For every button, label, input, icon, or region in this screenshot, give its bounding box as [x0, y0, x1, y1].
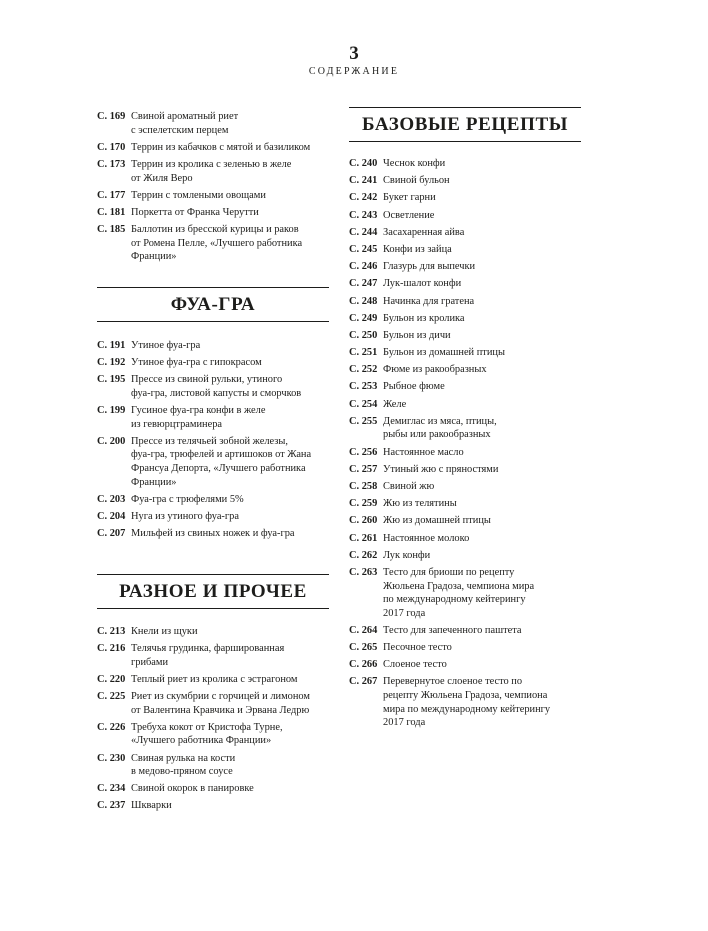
toc-entry-page: С. 258	[349, 480, 378, 492]
toc-entry	[349, 295, 581, 309]
toc-entry	[349, 191, 581, 205]
toc-entry-title: Лук-шалот конфи	[383, 278, 462, 290]
toc-entry-title: Свиной бульон	[383, 175, 450, 187]
toc-entry	[349, 329, 581, 343]
toc-entry	[97, 189, 329, 203]
section-misc	[97, 574, 329, 813]
toc-entry	[349, 415, 581, 442]
toc-entry-page: С. 265	[349, 642, 378, 654]
toc-entry-page: С. 213	[97, 625, 126, 637]
toc-entry-page: С. 257	[349, 463, 378, 475]
toc-entry-page: С. 185	[97, 224, 126, 236]
toc-entry	[349, 514, 581, 528]
entry-list	[97, 339, 329, 541]
toc-entry-title: Засахаренная айва	[383, 226, 465, 238]
toc-entry	[97, 799, 329, 813]
toc-entry-title: Нуга из утиного фуа-гра	[131, 511, 239, 522]
toc-entry-title: Букет гарни	[383, 192, 436, 204]
section-basic-recipes	[349, 107, 581, 730]
toc-entry-title: Начинка для гратена	[383, 295, 475, 307]
toc-entry-page: С. 191	[97, 339, 126, 351]
toc-entry-page: С. 261	[349, 532, 378, 544]
toc-entry	[349, 532, 581, 546]
toc-entry-title: Террин с томлеными овощами	[131, 189, 266, 201]
section-terrines	[97, 110, 329, 264]
toc-entry-page: С. 204	[97, 511, 126, 522]
toc-entry	[349, 312, 581, 326]
toc-entry	[349, 675, 581, 729]
toc-entry-page: С. 254	[349, 398, 378, 410]
toc-entry-title: Желе	[383, 398, 407, 410]
toc-entry-title: Настоянное молоко	[383, 532, 470, 544]
page-number: 3	[349, 43, 359, 64]
toc-entry-title: Гусиное фуа-гра конфи в желе из гевюрцтраминера	[131, 405, 266, 430]
toc-entry-page: С. 173	[97, 158, 126, 170]
toc-entry	[97, 782, 329, 796]
toc-entry-page: С. 177	[97, 189, 126, 201]
toc-entry-title: Жю из домашней птицы	[383, 515, 491, 527]
toc-entry-page: С. 195	[97, 374, 126, 386]
toc-entry-title: Мильфей из свиных ножек и фуа-гра	[131, 528, 295, 540]
toc-entry-title: Тесто для бриоши по рецепту Жюльена Градоза, чемпиона мира по международному кейтерингу 2017 года	[383, 566, 535, 619]
toc-entry-page: С. 226	[97, 721, 126, 733]
toc-entry-page: С. 249	[349, 312, 378, 324]
toc-entry-title: Телячья грудинка, фаршированная грибами	[131, 642, 285, 668]
toc-entry-page: С. 244	[349, 226, 378, 238]
toc-entry-page: С. 243	[349, 209, 378, 221]
toc-entry-title: Прессе из свиной рульки, утиного фуа-гра, листовой капусты и сморчков	[131, 374, 302, 399]
entry-list	[97, 110, 329, 264]
toc-entry	[349, 398, 581, 412]
toc-entry	[349, 497, 581, 511]
toc-entry-title: Лук конфи	[383, 549, 431, 561]
toc-entry-title: Утиное фуа-гра	[131, 339, 201, 351]
toc-entry-page: С. 264	[349, 624, 378, 636]
toc-entry-page: С. 259	[349, 498, 378, 510]
toc-entry-page: С. 246	[349, 261, 378, 273]
toc-entry-title: Конфи из зайца	[383, 243, 452, 255]
toc-entry-title: Утиный жю с пряностями	[383, 463, 499, 475]
toc-entry	[97, 642, 329, 669]
toc-entry-title: Террин из кролика с зеленью в желе от Жиля Веро	[131, 158, 292, 184]
toc-entry-page: С. 181	[97, 206, 126, 218]
toc-entry	[349, 260, 581, 274]
toc-entry	[349, 641, 581, 655]
toc-entry-title: Террин из кабачков с мятой и базиликом	[131, 141, 311, 153]
toc-entry	[349, 446, 581, 460]
toc-entry	[349, 277, 581, 291]
toc-entry	[97, 339, 329, 353]
toc-entry-page: С. 237	[97, 800, 126, 812]
toc-entry	[97, 527, 329, 541]
toc-entry-title: Кнели из щуки	[131, 625, 198, 637]
toc-entry-title: Теплый риет из кролика с эстрагоном	[131, 673, 298, 685]
left-column	[97, 110, 329, 817]
toc-entry-page: С. 234	[97, 783, 126, 795]
toc-entry-title: Свиная рулька на кости в медово-пряном соусе	[131, 752, 236, 778]
toc-entry	[349, 566, 581, 620]
toc-entry	[97, 404, 329, 431]
toc-entry	[349, 480, 581, 494]
toc-entry	[349, 157, 581, 171]
toc-entry-page: С. 216	[97, 642, 126, 654]
toc-entry	[97, 223, 329, 264]
right-column	[349, 107, 581, 733]
toc-entry	[97, 356, 329, 370]
toc-entry-title: Фуа-гра с трюфелями 5%	[131, 493, 244, 505]
toc-entry-page: С. 260	[349, 515, 378, 527]
toc-entry	[349, 243, 581, 257]
toc-entry-page: С. 200	[97, 435, 126, 447]
section-heading: БАЗОВЫЕ РЕЦЕПТЫ	[349, 107, 581, 142]
toc-entry-title: Свиной жю	[383, 480, 435, 492]
toc-entry-title: Демиглас из мяса, птицы, рыбы или ракообразных	[383, 415, 497, 441]
toc-entry	[349, 174, 581, 188]
toc-entry-page: С. 220	[97, 673, 126, 685]
toc-entry	[97, 493, 329, 507]
toc-entry-page: С. 263	[349, 566, 378, 578]
toc-entry-page: С. 203	[97, 493, 126, 505]
toc-entry-page: С. 267	[349, 676, 378, 688]
toc-entry	[349, 658, 581, 672]
toc-entry	[97, 435, 329, 489]
toc-entry-title: Настоянное масло	[383, 446, 464, 458]
toc-entry	[97, 625, 329, 639]
toc-entry-title: Перевернутое слоеное тесто по рецепту Жюльена Градоза, чемпиона мира по международному кейтерингу 2017 года	[383, 676, 551, 729]
toc-entry	[349, 549, 581, 563]
toc-entry-title: Бульон из домашней птицы	[383, 347, 505, 359]
toc-entry-page: С. 253	[349, 381, 378, 393]
toc-entry-page: С. 247	[349, 278, 378, 290]
toc-entry-page: С. 251	[349, 347, 378, 359]
toc-entry	[349, 226, 581, 240]
toc-entry	[97, 141, 329, 155]
section-heading: РАЗНОЕ И ПРОЧЕЕ	[97, 574, 329, 609]
toc-entry-title: Тесто для запеченного паштета	[383, 624, 522, 636]
toc-entry-title: Слоеное тесто	[383, 659, 447, 671]
toc-entry-page: С. 256	[349, 446, 378, 458]
toc-entry-page: С. 240	[349, 158, 378, 169]
toc-entry-page: С. 266	[349, 659, 378, 671]
toc-entry-title: Риет из скумбрии с горчицей и лимоном от Валентина Кравчика и Эрвана Ледрю	[131, 690, 310, 716]
section-heading: ФУА-ГРА	[97, 287, 329, 322]
toc-entry-title: Поркетта от Франка Черутти	[131, 206, 259, 218]
toc-entry	[97, 158, 329, 185]
toc-entry	[349, 624, 581, 638]
toc-entry-title: Глазурь для выпечки	[383, 261, 476, 273]
toc-entry-title: Требуха кокот от Кристофа Турне, «Лучшего работника Франции»	[131, 721, 283, 747]
toc-entry-page: С. 250	[349, 329, 378, 341]
toc-entry-title: Песочное тесто	[383, 642, 452, 654]
toc-entry	[97, 110, 329, 137]
toc-entry	[97, 373, 329, 400]
toc-entry-title: Свиной ароматный риет с эспелетским перцем	[131, 111, 239, 136]
toc-entry-page: С. 199	[97, 405, 126, 417]
toc-entry-title: Прессе из телячьей зобной железы, фуа-гра, трюфелей и артишоков от Жана Франсуа Депорта, «Лучшего работника Франции»	[131, 435, 312, 488]
toc-entry	[97, 690, 329, 717]
toc-entry-title: Бульон из кролика	[383, 312, 465, 324]
toc-entry-page: С. 230	[97, 752, 126, 764]
toc-entry-title: Осветление	[383, 209, 435, 221]
toc-entry-title: Рыбное фюме	[383, 381, 445, 393]
toc-entry-page: С. 242	[349, 192, 378, 204]
toc-entry-title: Шкварки	[131, 800, 172, 812]
toc-entry-title: Баллотин из бресской курицы и раков от Ромена Пелле, «Лучшего работника Франции»	[131, 224, 303, 263]
section-foie-gras	[97, 287, 329, 541]
toc-entry-title: Жю из телятины	[383, 498, 457, 510]
toc-entry-title: Чеснок конфи	[383, 158, 446, 169]
toc-entry-title: Утиное фуа-гра с гипокрасом	[131, 357, 262, 369]
toc-entry	[97, 721, 329, 748]
toc-entry-title: Свиной окорок в панировке	[131, 783, 254, 795]
entry-list	[97, 625, 329, 813]
toc-entry-title: Бульон из дичи	[383, 329, 451, 341]
toc-entry	[349, 363, 581, 377]
toc-entry	[349, 463, 581, 477]
toc-entry-page: С. 252	[349, 364, 378, 376]
toc-entry-page: С. 241	[349, 175, 378, 187]
toc-entry-page: С. 248	[349, 295, 378, 307]
toc-entry	[349, 209, 581, 223]
toc-entry	[97, 673, 329, 687]
toc-entry	[97, 510, 329, 524]
toc-entry-page: С. 262	[349, 549, 378, 561]
toc-entry-page: С. 207	[97, 528, 126, 540]
toc-entry-page: С. 255	[349, 415, 378, 427]
toc-entry-title: Фюме из ракообразных	[383, 364, 487, 376]
toc-entry-page: С. 245	[349, 243, 378, 255]
entry-list	[349, 157, 581, 730]
toc-entry	[97, 752, 329, 779]
toc-entry-page: С. 192	[97, 357, 126, 369]
toc-entry	[349, 380, 581, 394]
toc-entry	[97, 206, 329, 220]
page-label: СОДЕРЖАНИЕ	[308, 66, 400, 77]
toc-entry	[349, 346, 581, 360]
toc-entry-page: С. 170	[97, 141, 126, 153]
toc-entry-page: С. 169	[97, 111, 126, 122]
toc-entry-page: С. 225	[97, 690, 126, 702]
